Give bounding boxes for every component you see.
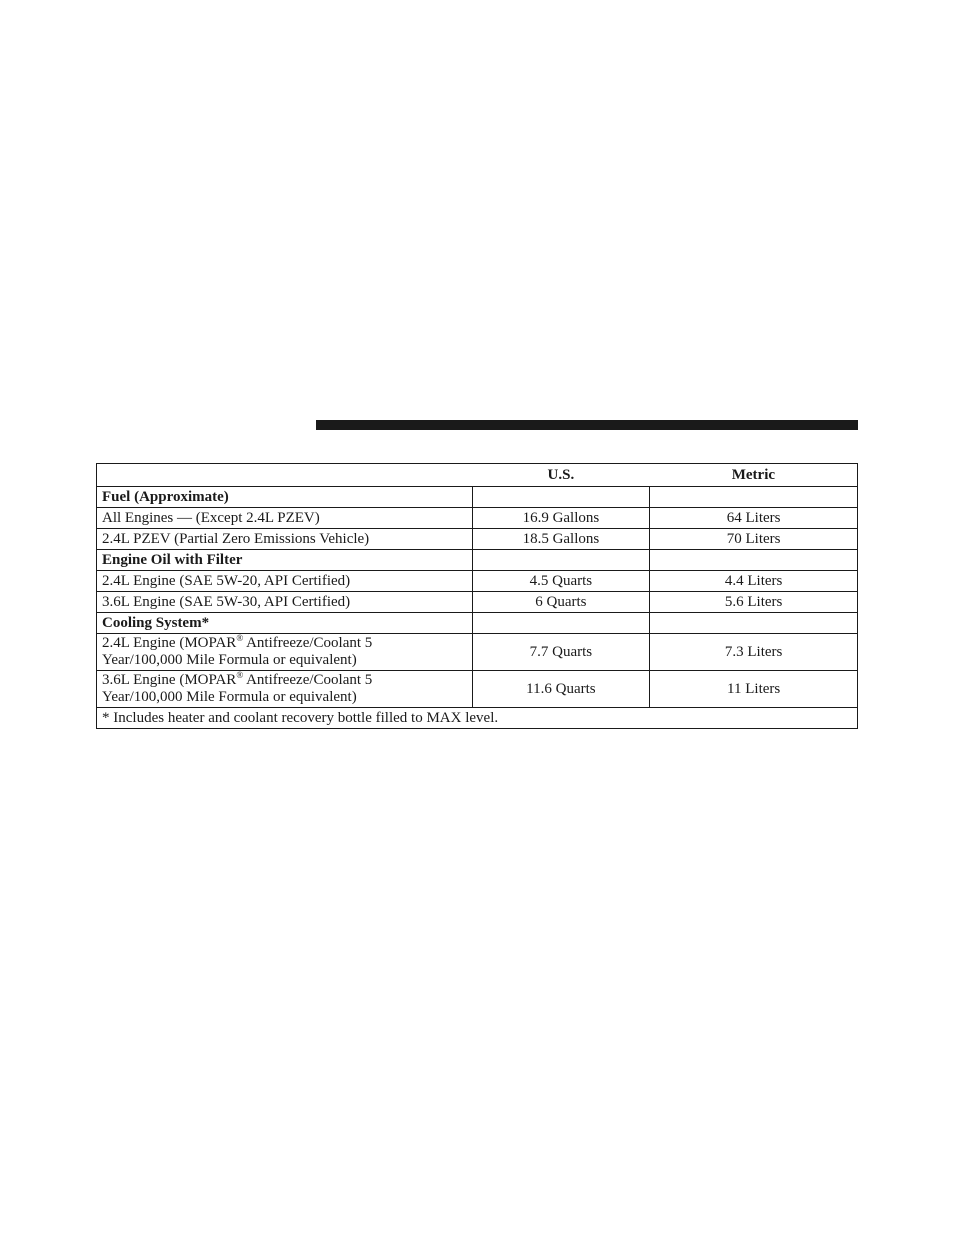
row-metric-value: 7.3 Liters — [650, 634, 858, 671]
row-metric-value: 4.4 Liters — [650, 571, 858, 592]
table-header-row — [97, 464, 858, 487]
row-label: 3.6L Engine (SAE 5W-30, API Certified) — [97, 592, 473, 613]
section-title: Fuel (Approximate) — [97, 487, 473, 508]
empty-cell — [472, 550, 650, 571]
row-metric-value: 70 Liters — [650, 529, 858, 550]
row-us-value: 11.6 Quarts — [472, 671, 650, 708]
label-part: Antifreeze/Coolant 5 — [243, 672, 373, 688]
empty-cell — [650, 613, 858, 634]
label-part: 3.6L Engine (MOPAR — [102, 672, 237, 688]
row-us-value: 16.9 Gallons — [472, 508, 650, 529]
header-label-column — [97, 464, 473, 487]
section-row-fuel — [97, 487, 858, 508]
header-metric: Metric — [650, 464, 858, 487]
label-part: Antifreeze/Coolant 5 — [243, 635, 373, 651]
table-row — [97, 529, 858, 550]
table-row — [97, 634, 858, 671]
table-row — [97, 571, 858, 592]
row-us-value: 6 Quarts — [472, 592, 650, 613]
row-metric-value: 64 Liters — [650, 508, 858, 529]
row-label: 2.4L PZEV (Partial Zero Emissions Vehicle) — [97, 529, 473, 550]
row-label — [97, 671, 473, 708]
table-row — [97, 671, 858, 708]
section-row-cooling — [97, 613, 858, 634]
section-row-engine-oil — [97, 550, 858, 571]
footnote: * Includes heater and coolant recovery bottle filled to MAX level. — [97, 708, 858, 729]
label-part: Year/100,000 Mile Formula or equivalent) — [102, 689, 357, 705]
row-us-value: 4.5 Quarts — [472, 571, 650, 592]
table-row — [97, 508, 858, 529]
row-label: 2.4L Engine (SAE 5W-20, API Certified) — [97, 571, 473, 592]
table-row — [97, 592, 858, 613]
row-label — [97, 634, 473, 671]
registered-mark: ® — [236, 670, 244, 680]
empty-cell — [472, 487, 650, 508]
empty-cell — [650, 487, 858, 508]
fluid-capacities-table — [96, 463, 858, 729]
section-title: Engine Oil with Filter — [97, 550, 473, 571]
label-part: Year/100,000 Mile Formula or equivalent) — [102, 652, 357, 668]
empty-cell — [650, 550, 858, 571]
section-divider-bar — [316, 420, 858, 430]
header-us: U.S. — [472, 464, 650, 487]
row-label: All Engines — (Except 2.4L PZEV) — [97, 508, 473, 529]
row-metric-value: 5.6 Liters — [650, 592, 858, 613]
empty-cell — [472, 613, 650, 634]
footnote-row — [97, 708, 858, 729]
row-us-value: 18.5 Gallons — [472, 529, 650, 550]
row-metric-value: 11 Liters — [650, 671, 858, 708]
row-us-value: 7.7 Quarts — [472, 634, 650, 671]
registered-mark: ® — [236, 633, 244, 643]
label-part: 2.4L Engine (MOPAR — [102, 635, 237, 651]
section-title: Cooling System* — [97, 613, 473, 634]
